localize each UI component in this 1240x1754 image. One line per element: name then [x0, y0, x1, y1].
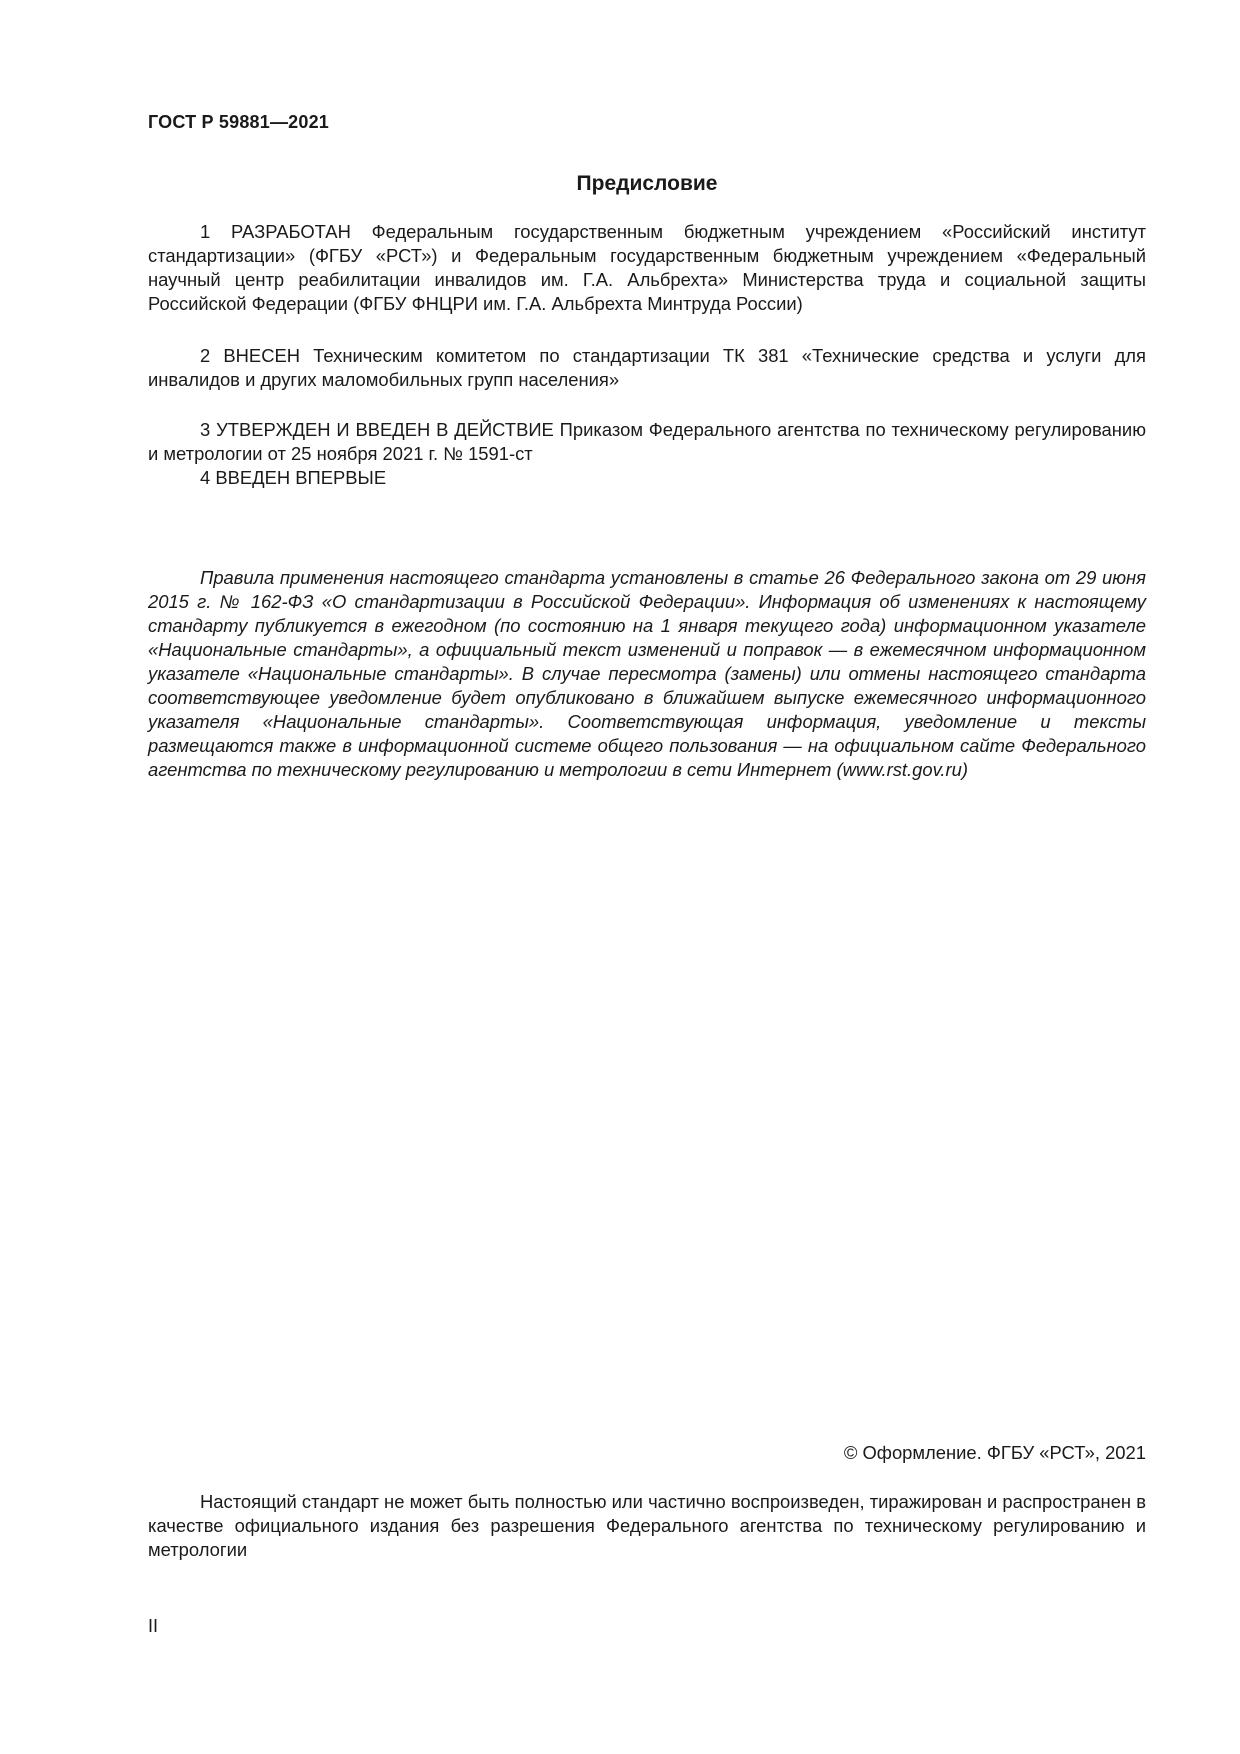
- page-number: II: [148, 1616, 159, 1636]
- preface-item-2: 2 ВНЕСЕН Техническим комитетом по стандартизации ТК 381 «Технические средства и услуги для инвалидов и других маломобильных групп населения»: [148, 345, 1146, 390]
- rules-note: Правила применения настоящего стандарта установлены в статье 26 Федерального закона от 29 июня 2015 г. № 162-ФЗ «О стандартизации в Российской Федерации». Информация об изменениях к настоящему стандарту публикуется в ежегодном (по состоянию на 1 января текущего года) информационном указателе «Национальные стандарты», а официальный текст изменений и поправок — в ежемесячном информационном указателе «Национальные стандарты». В случае пересмотра (замены) или отмены настоящего стандарта соответствующее уведомление будет опубликовано в ближайшем выпуске ежемесячного информационного указателя «Национальные стандарты». Соответствующая информация, уведомление и тексты размещаются также в информационной системе общего пользования — на официальном сайте Федерального агентства по техническому регулированию и метрологии в сети Интернет (www.rst.gov.ru): [148, 567, 1146, 780]
- reproduction-notice: Настоящий стандарт не может быть полностью или частично воспроизведен, тиражирован и распространен в качестве официального издания без разрешения Федерального агентства по техническому регулированию и метрологии: [148, 1491, 1146, 1560]
- preface-item-1: 1 РАЗРАБОТАН Федеральным государственным бюджетным учреждением «Российский институт стандартизации» (ФГБУ «РСТ») и Федеральным государственным бюджетным учреждением «Федеральный научный центр реабилитации инвалидов им. Г.А. Альбрехта» Министерства труда и социальной защиты Российской Федерации (ФГБУ ФНЦРИ им. Г.А. Альбрехта Минтруда России): [148, 221, 1146, 314]
- preface-item-4: 4 ВВЕДЕН ВПЕРВЫЕ: [200, 467, 387, 488]
- document-code: ГОСТ Р 59881—2021: [148, 112, 330, 132]
- copyright-line: © Оформление. ФГБУ «РСТ», 2021: [843, 1442, 1146, 1463]
- preface-item-3: 3 УТВЕРЖДЕН И ВВЕДЕН В ДЕЙСТВИЕ Приказом Федерального агентства по техническому регулированию и метрологии от 25 ноября 2021 г. № 1591-ст: [148, 419, 1146, 464]
- preface-title: Предисловие: [576, 172, 718, 195]
